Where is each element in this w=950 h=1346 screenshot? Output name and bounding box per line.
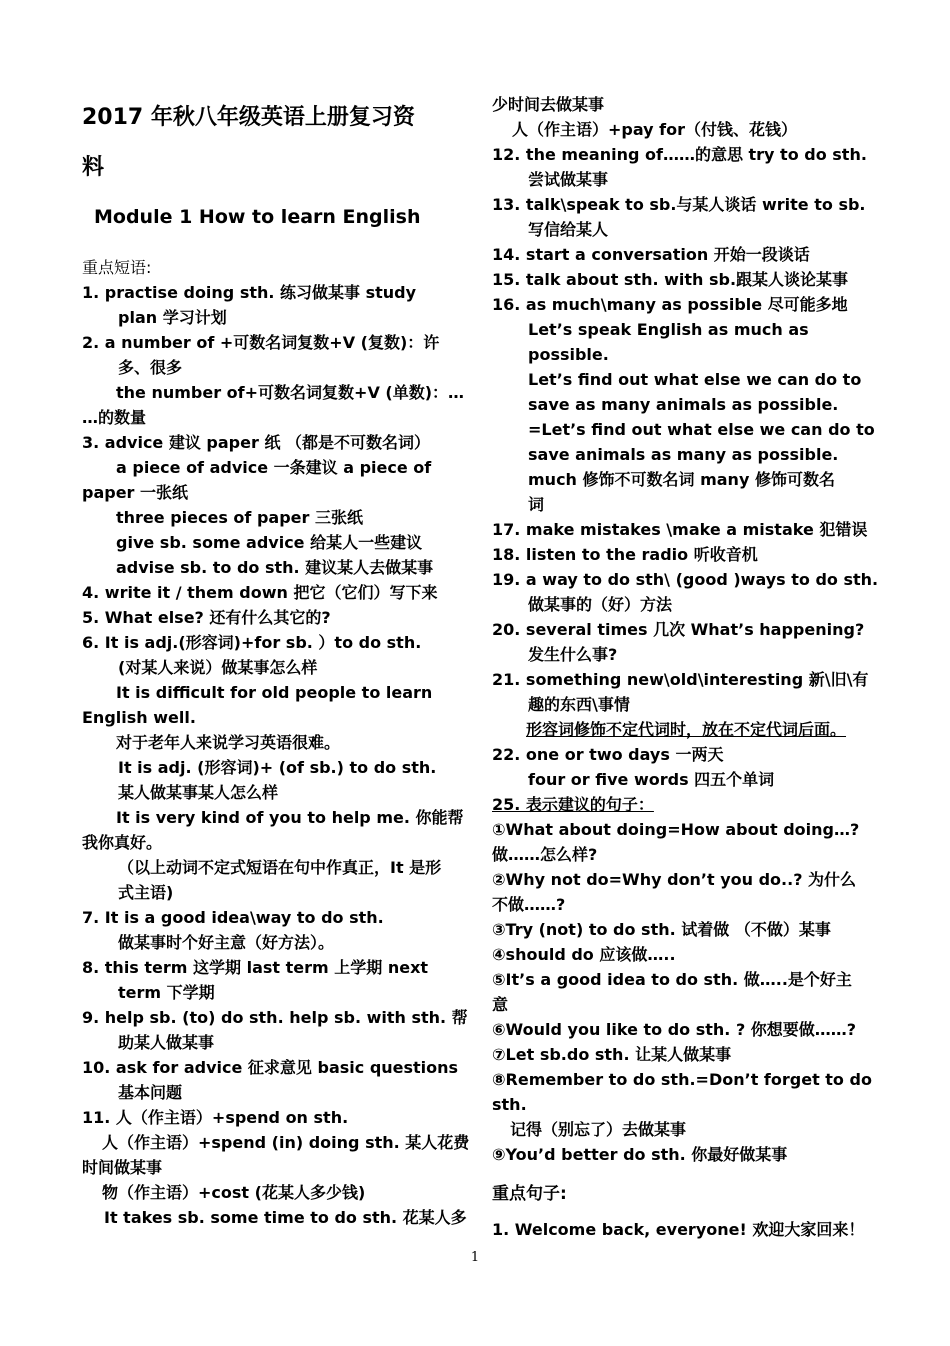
right-line: save animals as many as possible. (528, 445, 839, 464)
right-line: ④should do 应该做….. (492, 945, 676, 964)
left-line: …的数量 (82, 408, 147, 427)
right-line: 17. make mistakes \make a mistake 犯错误 (492, 520, 868, 539)
right-line: 发生什么事? (528, 645, 618, 664)
right-line: ⑧Remember to do sth.=Don’t forget to do (492, 1070, 872, 1089)
left-line: It is adj. (形容词)+ (of sb.) to do sth. (118, 758, 437, 777)
right-line: 22. one or two days 一两天 (492, 745, 724, 764)
left-line: 式主语) (118, 883, 174, 902)
left-line: 8. this term 这学期 last term 上学期 next (82, 958, 429, 977)
right-line: possible. (528, 345, 609, 364)
left-line: 做某事时个好主意（好方法）。 (118, 933, 335, 952)
right-line: Let’s find out what else we can do to (528, 370, 862, 389)
right-line: ③Try (not) to do sth. 试着做 （不做）某事 (492, 920, 831, 939)
sentences-heading: 重点句子: (492, 1184, 567, 1204)
right-line: four or five words 四五个单词 (528, 770, 775, 789)
right-line: save as many animals as possible. (528, 395, 839, 414)
right-line-underlined-note: 形容词修饰不定代词时，放在不定代词后面。 (526, 720, 847, 739)
right-line: 意 (492, 995, 509, 1014)
right-line: 18. listen to the radio 听收音机 (492, 545, 758, 564)
left-line: 我你真好。 (82, 833, 163, 852)
right-line: ⑦Let sb.do sth. 让某人做某事 (492, 1045, 732, 1064)
left-line: 某人做某事某人怎么样 (118, 783, 279, 802)
right-line: 16. as much\many as possible 尽可能多地 (492, 295, 848, 314)
right-line: sth. (492, 1095, 527, 1114)
left-line: It takes sb. some time to do sth. 花某人多 (104, 1208, 467, 1227)
left-line: a piece of advice 一条建议 a piece of (116, 458, 432, 477)
right-line: 少时间去做某事 (492, 95, 605, 114)
page-number: 1 (470, 1250, 480, 1265)
left-line: 人（作主语）+spend (in) doing sth. 某人花费 (102, 1133, 470, 1152)
right-line: 做……怎么样? (492, 845, 598, 864)
right-line: ⑥Would you like to do sth. ? 你想要做……? (492, 1020, 857, 1039)
document-title-line-1: 2017 年秋八年级英语上册复习资 (82, 105, 415, 130)
left-line: 3. advice 建议 paper 纸 （都是不可数名词） (82, 433, 431, 452)
right-line: much 修饰不可数名词 many 修饰可数名 (528, 470, 835, 489)
right-line: 14. start a conversation 开始一段谈话 (492, 245, 810, 264)
left-line: 对于老年人来说学习英语很难。 (116, 733, 341, 752)
left-line: three pieces of paper 三张纸 (116, 508, 363, 527)
right-line: 词 (528, 495, 545, 514)
right-line: Let’s speak English as much as (528, 320, 809, 339)
document-title-line-2: 料 (82, 155, 105, 180)
left-line: plan 学习计划 (118, 308, 227, 327)
right-line: 尝试做某事 (528, 170, 609, 189)
right-line: ②Why not do=Why don’t you do..? 为什么 (492, 870, 857, 889)
left-line: give sb. some advice 给某人一些建议 (116, 533, 423, 552)
left-line: 9. help sb. (to) do sth. help sb. with sth. 帮 (82, 1008, 468, 1027)
left-line: 6. It is adj.(形容词)+for sb. ）to do sth. (82, 633, 422, 652)
left-line: advise sb. to do sth. 建议某人去做某事 (116, 558, 434, 577)
right-line: 人（作主语）+pay for（付钱、花钱） (512, 120, 798, 139)
left-line: It is very kind of you to help me. 你能帮 (116, 808, 464, 827)
right-line: 写信给某人 (528, 220, 609, 239)
key-sentence-1: 1. Welcome back, everyone! 欢迎大家回来！ (492, 1220, 865, 1239)
right-line: ①What about doing=How about doing…? (492, 820, 860, 839)
right-line: 15. talk about sth. with sb.跟某人谈论某事 (492, 270, 849, 289)
module-heading: Module 1 How to learn English (94, 206, 421, 228)
right-line: 做某事的（好）方法 (528, 595, 673, 614)
left-line: （以上动词不定式短语在句中作真正，It 是形 (118, 858, 442, 877)
left-line: 时间做某事 (82, 1158, 163, 1177)
left-line: 1. practise doing sth. 练习做某事 study (82, 283, 417, 302)
right-line: ⑨You’d better do sth. 你最好做某事 (492, 1145, 788, 1164)
left-line: 多、很多 (118, 358, 183, 377)
left-line: the number of+可数名词复数+V (单数)：… (116, 383, 465, 402)
left-line: paper 一张纸 (82, 483, 189, 502)
left-line: 4. write it / them down 把它（它们）写下来 (82, 583, 438, 602)
right-line: ⑤It’s a good idea to do sth. 做…..是个好主 (492, 970, 852, 989)
phrases-heading: 重点短语: (82, 258, 152, 277)
right-line: 13. talk\speak to sb.与某人谈话 write to sb. (492, 195, 866, 214)
right-line: 20. several times 几次 What’s happening? (492, 620, 865, 639)
left-line: 11. 人（作主语）+spend on sth. (82, 1108, 349, 1127)
left-line: 物（作主语）+cost (花某人多少钱) (102, 1183, 366, 1202)
left-line: 助某人做某事 (118, 1033, 215, 1052)
left-line: 5. What else? 还有什么其它的? (82, 608, 331, 627)
right-line: =Let’s find out what else we can do to (528, 420, 875, 439)
right-line: 19. a way to do sth\ (good )ways to do sth. (492, 570, 879, 589)
right-line: 12. the meaning of……的意思 try to do sth. (492, 145, 867, 164)
left-line: 7. It is a good idea\way to do sth. (82, 908, 384, 927)
right-line: 记得（别忘了）去做某事 (510, 1120, 687, 1139)
left-line: (对某人来说）做某事怎么样 (118, 658, 318, 677)
right-line: 21. something new\old\interesting 新\旧\有 (492, 670, 869, 689)
left-line: It is difficult for old people to learn (116, 683, 433, 702)
left-line: 基本问题 (118, 1083, 183, 1102)
left-line: 2. a number of +可数名词复数+V (复数)：许 (82, 333, 440, 352)
right-line-suggestions-heading: 25. 表示建议的句子： (492, 795, 654, 814)
left-line: 10. ask for advice 征求意见 basic questions (82, 1058, 459, 1077)
left-line: English well. (82, 708, 196, 727)
right-line: 不做……? (492, 895, 566, 914)
right-line: 趣的东西\事情 (528, 695, 630, 714)
left-line: term 下学期 (118, 983, 215, 1002)
